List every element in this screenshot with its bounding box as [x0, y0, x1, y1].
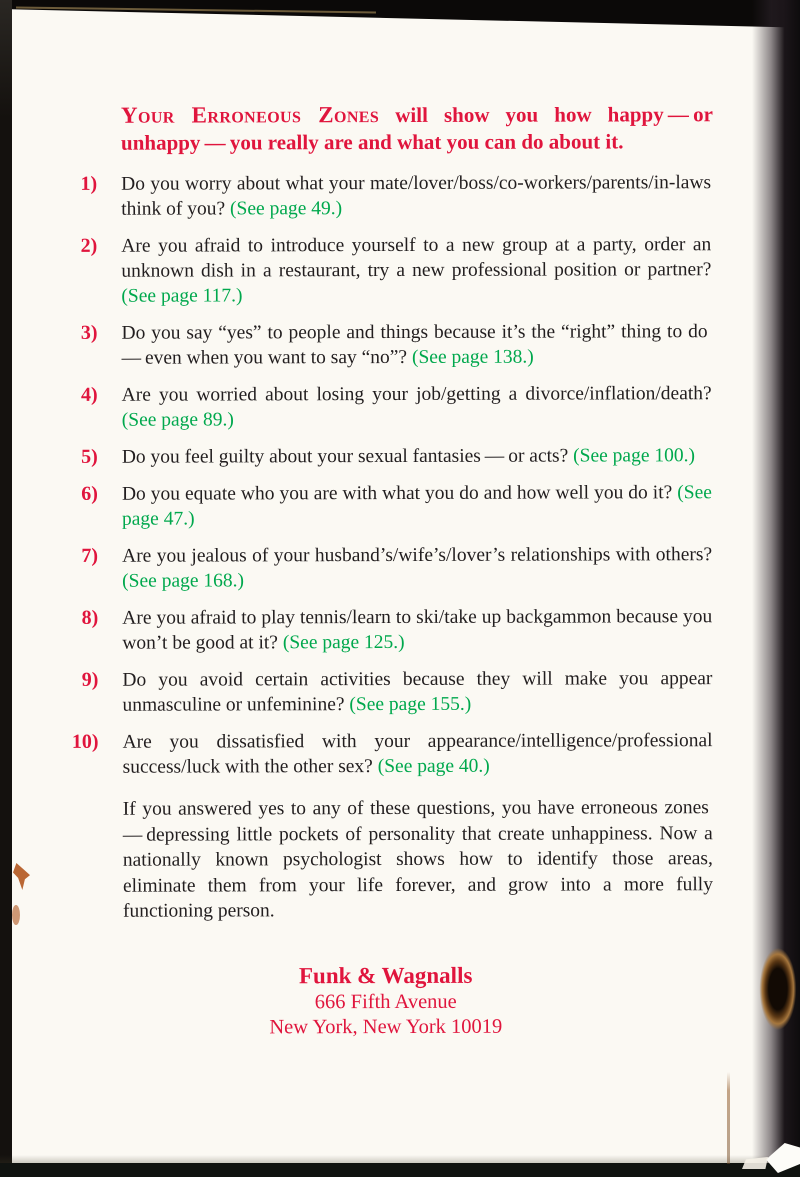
question-text: [121, 170, 711, 222]
question-text: [122, 666, 712, 718]
question-body: Are you jealous of your husband’s/wife’s/lover’s relationships with others?: [122, 544, 713, 567]
see-page-ref: (See page 125.): [282, 631, 405, 654]
book-board-bottom-edge: [0, 1163, 800, 1177]
question-list: [11, 170, 779, 780]
question-number: 4): [80, 383, 98, 406]
question-item: [49, 728, 779, 780]
closing-paragraph: If you answered yes to any of these questions, you have erroneous zones — depressing little pockets of personality that create unhappiness. Now a nationally known psychologist shows how to identify those areas, eliminate them from your life forever, and grow into a more fully functioning person.: [122, 797, 713, 922]
question-text: [122, 381, 712, 433]
see-page-ref: (See page 168.): [122, 570, 245, 592]
question-item: [48, 381, 778, 433]
back-cover-content: [11, 0, 780, 1041]
see-page-ref: (See page 117.): [121, 285, 243, 307]
question-item: [48, 480, 778, 532]
see-page-ref: (See page 100.): [573, 445, 696, 467]
see-page-ref: (See page 47.): [121, 482, 712, 530]
question-body: Do you avoid certain activities because they will make you appear unmasculine or unfeminine?: [122, 668, 713, 716]
question-number: 2): [80, 234, 98, 257]
book-board-left-edge: [0, 0, 12, 1177]
question-item: [47, 232, 777, 309]
question-item: [47, 319, 777, 371]
question-text: [121, 319, 711, 371]
question-text: [122, 542, 712, 594]
question-text: [122, 443, 712, 470]
question-item: [48, 604, 778, 656]
see-page-ref: (See page 138.): [411, 346, 534, 368]
question-text: [122, 480, 712, 532]
question-body: Do you worry about what your mate/lover/boss/co-workers/parents/in-laws think of you?: [121, 172, 712, 220]
question-body: Are you afraid to introduce yourself to a new group at a party, order an unknown dish in a restaurant, try a new professional position or partner?: [121, 234, 712, 282]
question-item: [48, 443, 778, 470]
question-body: Are you dissatisfied with your appearance/intelligence/professional success/luck with the other sex?: [122, 730, 713, 778]
question-item: [48, 542, 778, 594]
book-title: Your Erroneous Zones: [120, 102, 380, 128]
question-number: 9): [81, 668, 99, 691]
question-number: 6): [81, 482, 98, 505]
publisher-name: Funk & Wagnalls: [298, 962, 473, 988]
question-number: 5): [81, 445, 98, 468]
question-number: 3): [80, 321, 98, 344]
publisher-address-line1: 666 Fifth Avenue: [314, 990, 457, 1013]
question-number: 1): [80, 172, 98, 195]
question-number: 7): [81, 544, 99, 567]
right-edge-worn-spot: [754, 928, 800, 1050]
question-item: [48, 666, 778, 718]
bottom-crease-mark: [727, 1072, 730, 1164]
question-body: Do you feel guilty about your sexual fantasies — or acts?: [121, 445, 569, 468]
tagline-rest: will show you how happy — or unhappy — you really are and what you can do about it.: [120, 102, 713, 155]
question-number: 10): [71, 730, 99, 753]
question-body: Are you worried about losing your job/getting a divorce/inflation/death?: [121, 383, 712, 406]
question-body: Are you afraid to play tennis/learn to ski/take up backgammon because you won’t be good at it?: [122, 606, 713, 654]
see-page-ref: (See page 89.): [121, 409, 234, 431]
question-text: [122, 604, 712, 656]
question-number: 8): [81, 606, 99, 629]
see-page-ref: (See page 155.): [349, 693, 472, 716]
question-body: Do you say “yes” to people and things because it’s the “right” thing to do — even when you want to say “no”?: [121, 321, 712, 369]
tagline: [121, 100, 713, 157]
publisher-block: [13, 961, 758, 1041]
question-item: [47, 170, 777, 222]
see-page-ref: (See page 40.): [377, 755, 490, 778]
question-text: [123, 728, 713, 780]
publisher-address-line2: New York, New York 10019: [269, 1015, 503, 1038]
question-text: [121, 232, 711, 309]
see-page-ref: (See page 49.): [230, 198, 343, 220]
left-edge-rust-speck: [12, 905, 20, 925]
question-body: Do you equate who you are with what you do and how well you do it?: [121, 482, 673, 505]
